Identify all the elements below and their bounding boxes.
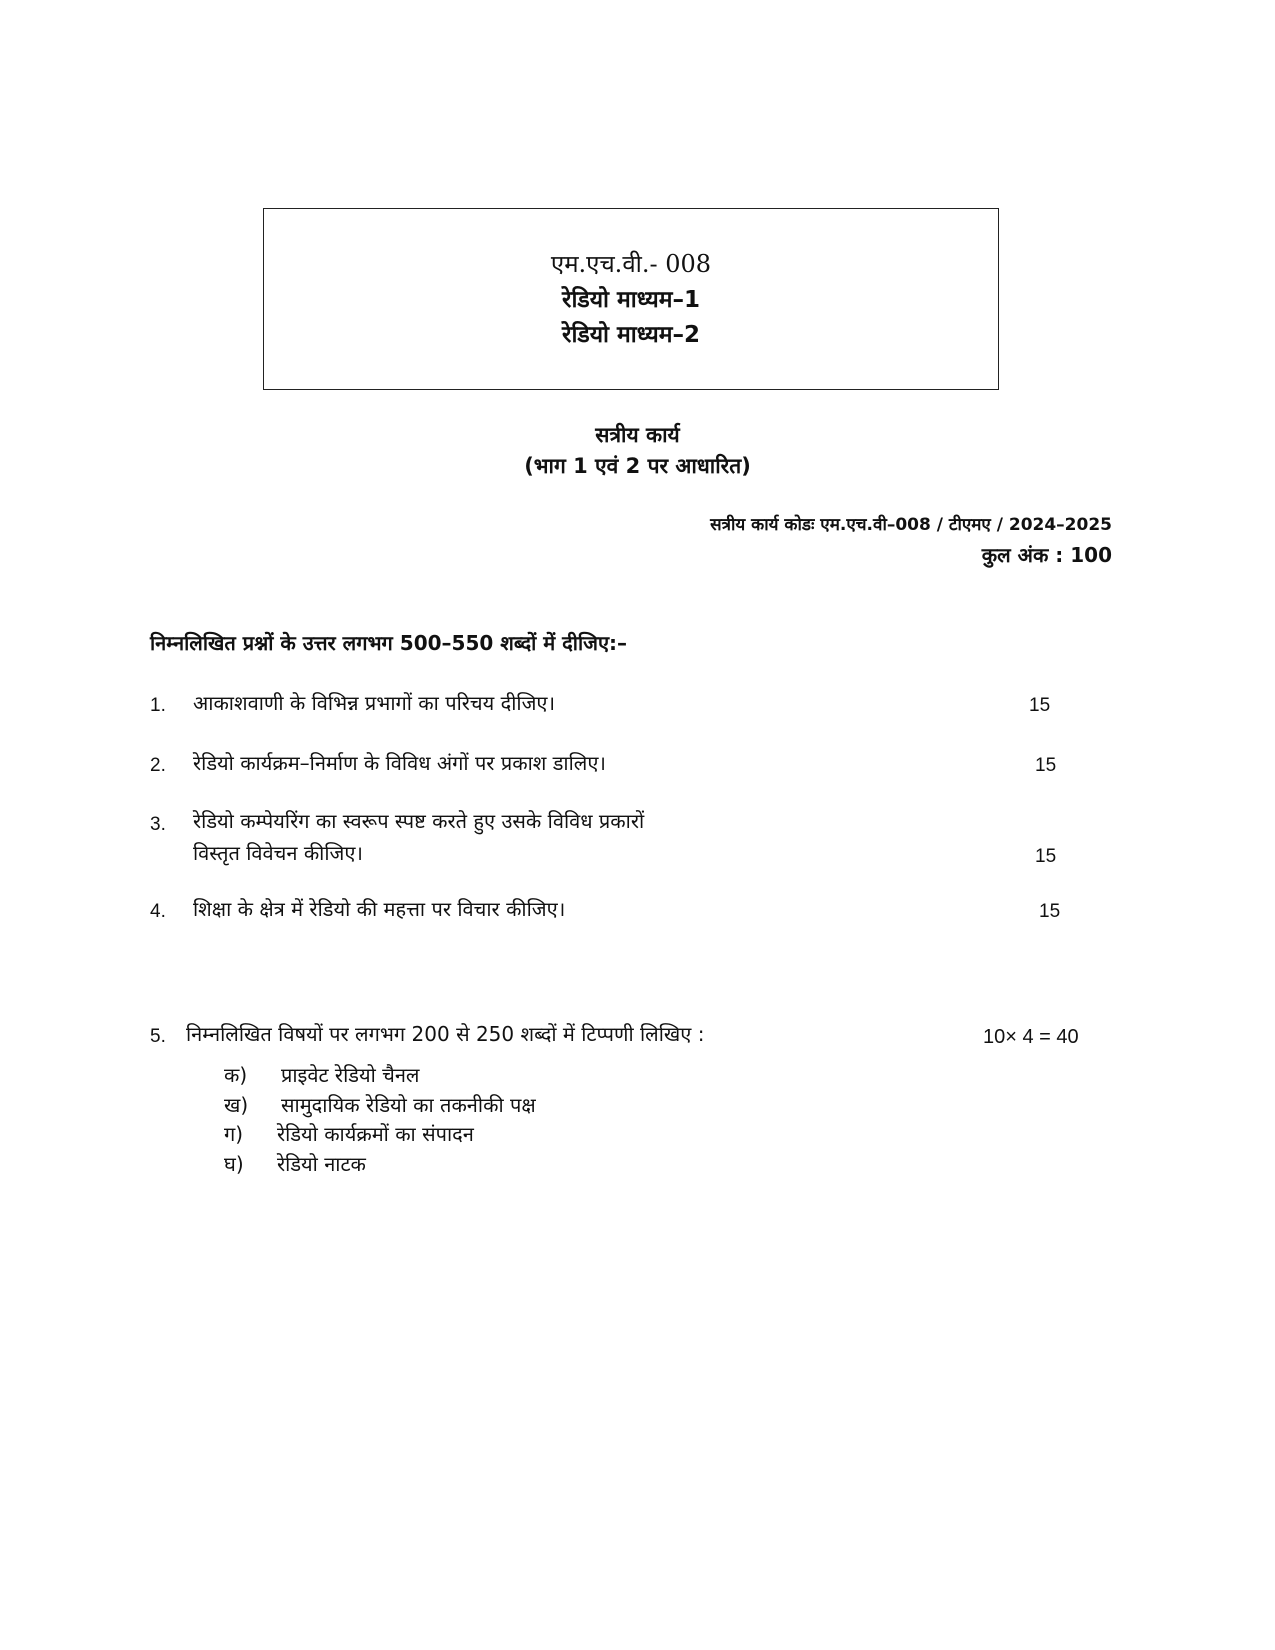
question-number: 2. <box>150 755 166 776</box>
question-text-line2: विस्तृत विवेचन कीजिए। <box>193 841 364 865</box>
total-marks: कुल अंक : 100 <box>981 543 1112 567</box>
question-number: 4. <box>150 901 166 922</box>
sub-item-text: रेडियो कार्यक्रमों का संपादन <box>277 1122 474 1146</box>
question-marks: 15 <box>1035 846 1057 867</box>
title-box <box>263 208 999 390</box>
course-title-2: रेडियो माध्यम–2 <box>562 322 700 348</box>
question-marks: 15 <box>1029 695 1051 716</box>
question-number: 1. <box>150 695 166 716</box>
sub-item-marker: ग) <box>224 1122 244 1146</box>
question-number: 5. <box>150 1026 166 1047</box>
question-text: निम्नलिखित विषयों पर लगभग 200 से 250 शब्दों में टिप्पणी लिखिए : <box>186 1022 705 1046</box>
sub-item-marker: ख) <box>224 1093 249 1117</box>
question-text: रेडियो कार्यक्रम–निर्माण के विविध अंगों पर प्रकाश डालिए। <box>193 751 606 775</box>
assignment-subtitle: (भाग 1 एवं 2 पर आधारित) <box>524 454 751 478</box>
assignment-code: सत्रीय कार्य कोडः एम.एच.वी–008 / टीएमए / 2024–2025 <box>710 515 1112 535</box>
sub-item-marker: क) <box>224 1063 248 1087</box>
course-title-1: रेडियो माध्यम–1 <box>562 287 700 313</box>
sub-item-text: प्राइवेट रेडियो चैनल <box>281 1063 420 1087</box>
question-number: 3. <box>150 814 166 835</box>
question-text-line1: रेडियो कम्पेयरिंग का स्वरूप स्पष्ट करते हुए उसके विविध प्रकारों <box>193 809 645 833</box>
sub-item-text: रेडियो नाटक <box>277 1152 366 1176</box>
question-marks: 15 <box>1035 755 1057 776</box>
instruction-text: निम्नलिखित प्रश्नों के उत्तर लगभग 500–550 शब्दों में दीजिए:– <box>150 631 628 655</box>
question-marks: 15 <box>1039 901 1061 922</box>
sub-item-marker: घ) <box>224 1152 244 1176</box>
course-code: एम.एच.वी.- 008 <box>550 250 712 278</box>
question-marks: 10× 4 = 40 <box>983 1026 1079 1048</box>
question-text: आकाशवाणी के विभिन्न प्रभागों का परिचय दीजिए। <box>193 691 556 715</box>
sub-item-text: सामुदायिक रेडियो का तकनीकी पक्ष <box>281 1093 536 1117</box>
assignment-title: सत्रीय कार्य <box>595 423 680 447</box>
question-text: शिक्षा के क्षेत्र में रेडियो की महत्ता पर विचार कीजिए। <box>193 897 566 921</box>
